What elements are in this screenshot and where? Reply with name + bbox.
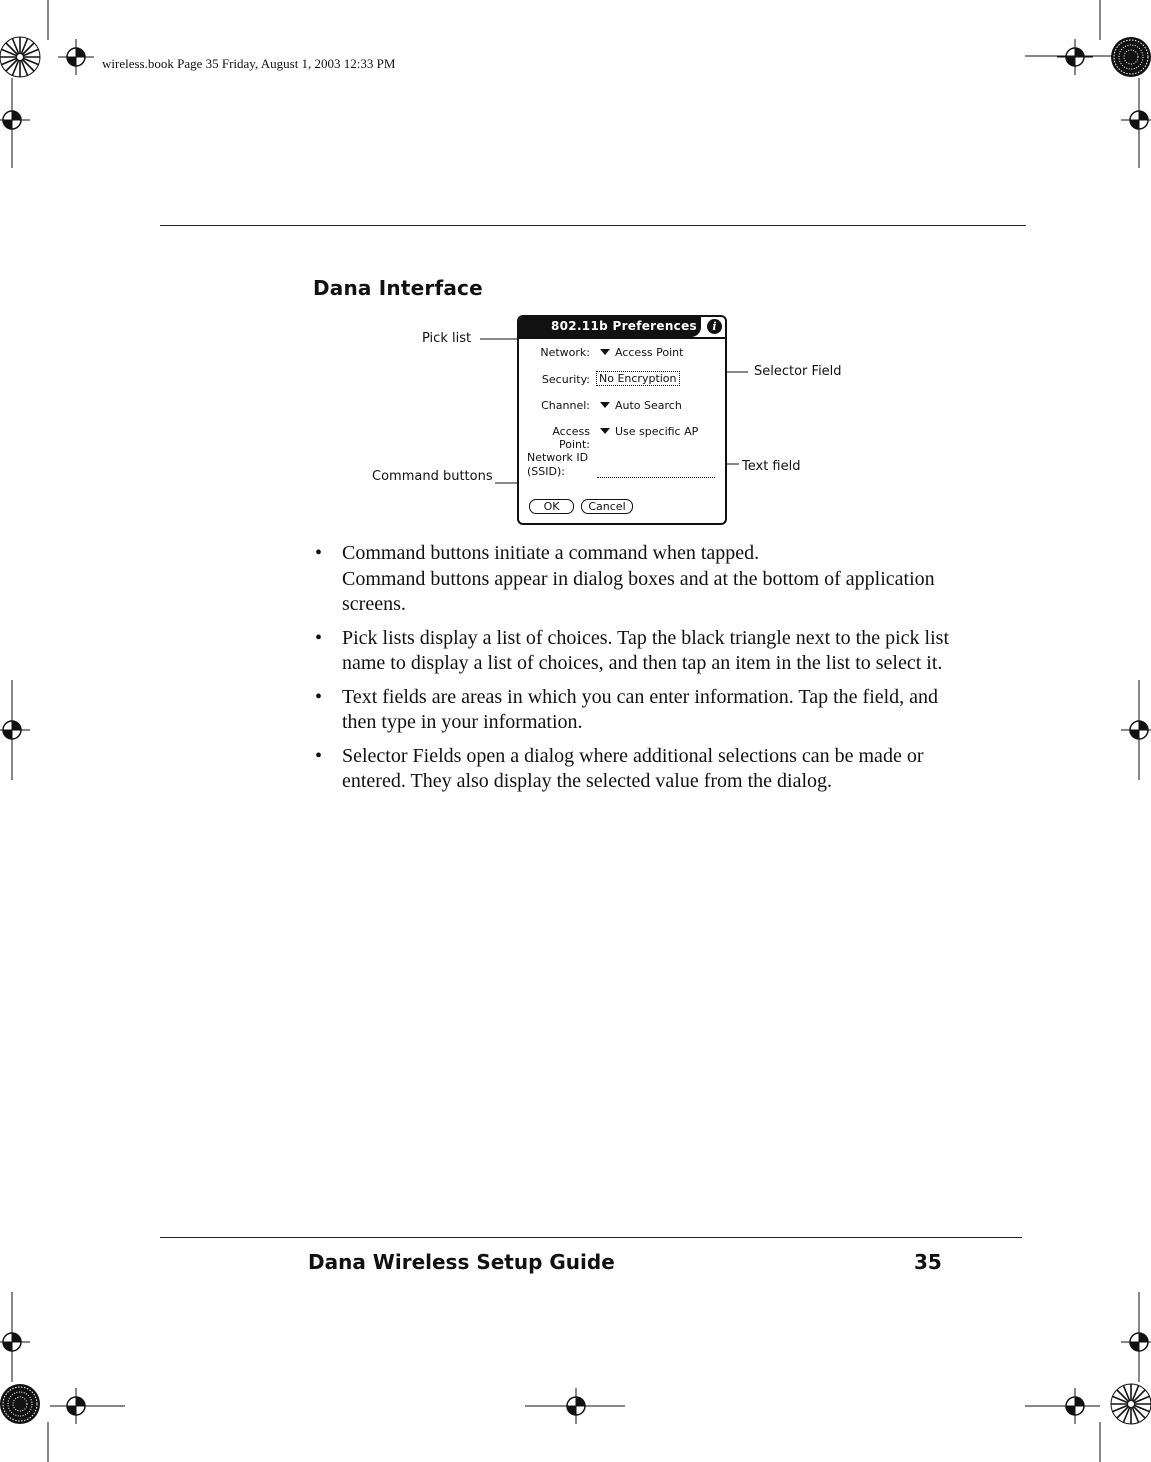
bullet-3-text: Text fields are areas in which you can enter information. Tap the field, and then type in your information. bbox=[342, 685, 939, 733]
security-label: Security: bbox=[541, 373, 590, 386]
title-tab bbox=[519, 317, 701, 337]
bullet-2-text: Pick lists display a list of choices. Tap the black triangle next to the pick list name to display a list of choices, and then tap an item in the list to select it. bbox=[342, 626, 950, 674]
triangle-down-icon bbox=[600, 349, 610, 355]
triangle-down-icon bbox=[600, 402, 610, 408]
callout-command-buttons: Command buttons bbox=[372, 469, 493, 484]
print-slug: wireless.book Page 35 Friday, August 1, 2003 12:33 PM bbox=[102, 56, 396, 71]
network-label: Network: bbox=[540, 346, 590, 359]
triangle-down-icon bbox=[600, 428, 610, 434]
screen-title: 802.11b Preferences bbox=[551, 319, 697, 333]
list-item bbox=[315, 626, 965, 677]
channel-pick-list[interactable] bbox=[600, 399, 682, 412]
ssid-label bbox=[527, 451, 588, 479]
footer-rule bbox=[160, 1237, 1022, 1238]
channel-value: Auto Search bbox=[615, 399, 682, 412]
list-item bbox=[315, 541, 965, 618]
network-pick-list[interactable] bbox=[600, 346, 683, 359]
callout-text-field: Text field bbox=[742, 459, 801, 474]
security-selector-field[interactable]: No Encryption bbox=[596, 371, 680, 386]
bullet-glyph: • bbox=[315, 626, 323, 649]
page-number: 35 bbox=[914, 1250, 942, 1274]
bullet-1-line-1: Command buttons initiate a command when tapped. bbox=[342, 542, 760, 564]
bullet-4-text: Selector Fields open a dialog where additional selections can be made or entered. They also display the selected value from the dialog. bbox=[342, 744, 924, 792]
access-point-label: Access Point: bbox=[552, 425, 590, 451]
footer-title: Dana Wireless Setup Guide bbox=[308, 1250, 615, 1274]
bullet-glyph: • bbox=[315, 744, 323, 767]
ok-button[interactable]: OK bbox=[529, 499, 574, 514]
access-point-pick-list[interactable] bbox=[600, 425, 698, 438]
list-item bbox=[315, 744, 965, 795]
info-icon[interactable]: i bbox=[707, 319, 722, 334]
bullet-glyph: • bbox=[315, 685, 323, 708]
network-value: Access Point bbox=[615, 346, 684, 359]
ssid-text-field[interactable] bbox=[597, 477, 715, 478]
screen-title-bar bbox=[519, 317, 725, 339]
bullet-1-line-2: Command buttons appear in dialog boxes and at the bottom of application screens. bbox=[342, 567, 935, 615]
channel-label: Channel: bbox=[541, 399, 590, 412]
ssid-label-line-2: (SSID): bbox=[527, 465, 565, 478]
ssid-label-line-1: Network ID bbox=[527, 451, 589, 464]
access-point-value: Use specific AP bbox=[615, 425, 699, 438]
callout-selector-field: Selector Field bbox=[754, 364, 842, 379]
list-item bbox=[315, 685, 965, 736]
callout-pick-list: Pick list bbox=[422, 331, 472, 346]
section-title: Dana Interface bbox=[313, 276, 483, 300]
preferences-screen bbox=[517, 315, 727, 525]
bullet-glyph: • bbox=[315, 542, 323, 564]
cancel-button[interactable]: Cancel bbox=[581, 499, 633, 514]
bullet-list bbox=[315, 541, 965, 803]
